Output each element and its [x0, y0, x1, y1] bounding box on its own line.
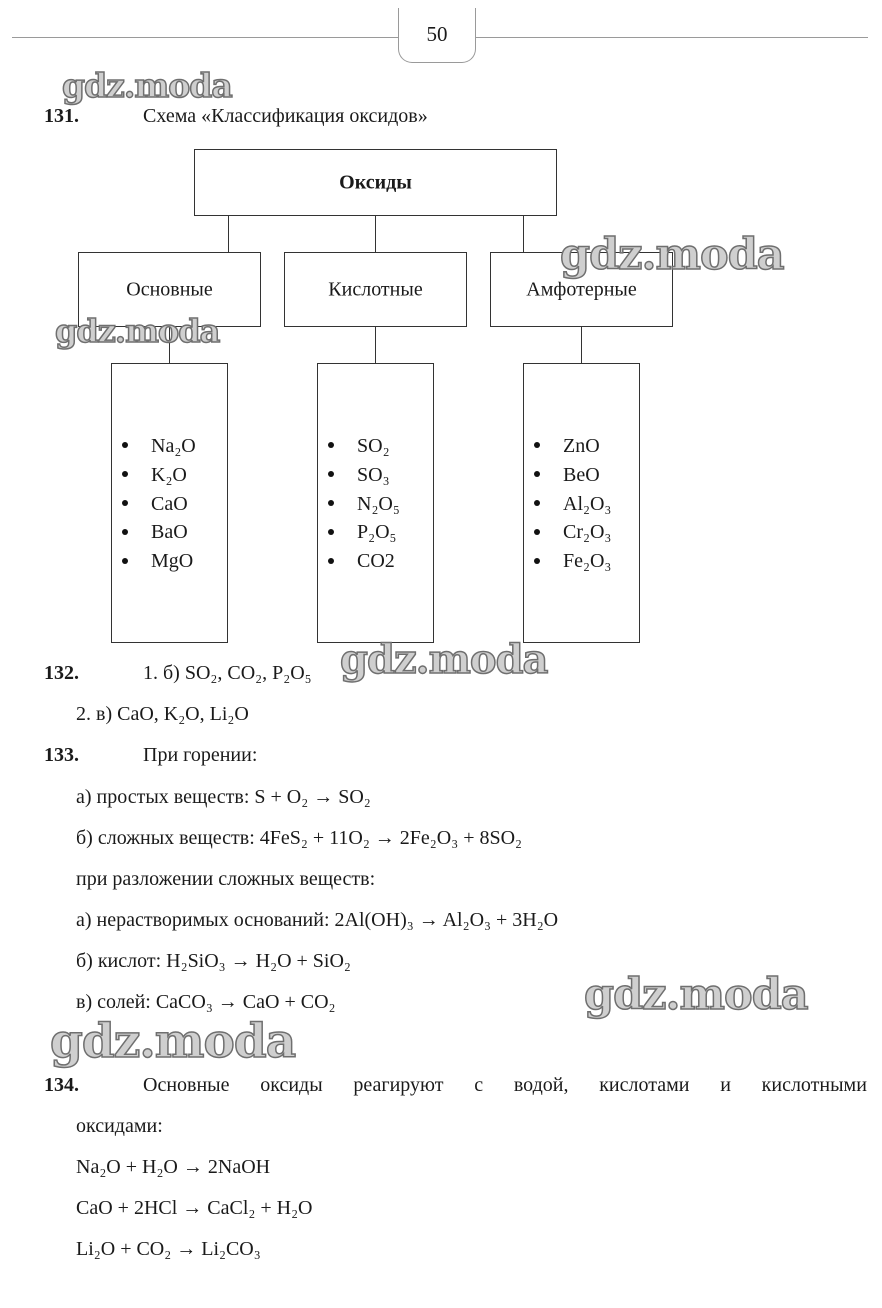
- task-132-line-2: 2. в) CaO, K₂O, Li₂O: [76, 703, 249, 725]
- task-133-line: при разложении сложных веществ:: [76, 868, 376, 890]
- list-item: BeO: [534, 461, 611, 490]
- items-list: [122, 432, 196, 576]
- task-134-equation: CaO + 2HCl → CaCl₂ + H₂O: [76, 1197, 313, 1219]
- task-131-number: 131.: [44, 105, 79, 127]
- list-item: BaO: [122, 518, 196, 547]
- list-item: Al₂O₃: [534, 490, 611, 519]
- connector-3: [523, 216, 524, 252]
- task-133-line: При горении:: [143, 744, 258, 766]
- task-133-line: б) сложных веществ: 4FeS₂ + 11O₂ → 2Fe₂O₃ + 8SO₂: [76, 827, 523, 849]
- header-rule-left: [12, 37, 398, 38]
- list-item: P₂O₅: [328, 518, 400, 547]
- watermark: gdz.moda: [55, 312, 220, 350]
- list-item: Na₂O: [122, 432, 196, 461]
- root-label: Оксиды: [339, 171, 412, 193]
- task-133-line: а) простых веществ: S + O₂ → SO₂: [76, 786, 371, 808]
- task-134-intro-end: оксидами:: [76, 1115, 163, 1137]
- items-list: [328, 432, 400, 576]
- group-box-acidic: [284, 252, 467, 327]
- group-label: Основные: [126, 278, 213, 300]
- list-item: ZnO: [534, 432, 611, 461]
- root-box: [194, 149, 557, 216]
- list-item: CO2: [328, 547, 400, 576]
- items-box-acidic: [317, 363, 434, 643]
- connector-2: [375, 216, 376, 252]
- task-131-title: Схема «Классификация оксидов»: [143, 105, 428, 127]
- watermark: gdz.moda: [50, 1014, 296, 1069]
- group-label: Амфотерные: [526, 278, 637, 300]
- list-item: SO₃: [328, 461, 400, 490]
- watermark: gdz.moda: [62, 66, 232, 105]
- list-item: MgO: [122, 547, 196, 576]
- items-box-basic: [111, 363, 228, 643]
- task-132-number: 132.: [44, 662, 79, 684]
- list-item: N₂O₅: [328, 490, 400, 519]
- watermark: gdz.moda: [584, 970, 808, 1020]
- list-item: CaO: [122, 490, 196, 519]
- list-item: Cr₂O₃: [534, 518, 611, 547]
- list-item: K₂O: [122, 461, 196, 490]
- list-item: SO₂: [328, 432, 400, 461]
- watermark: gdz.moda: [340, 636, 548, 683]
- task-132-line-1: 1. б) SO₂, CO₂, P₂O₅: [143, 662, 312, 684]
- header-rule-right: [476, 37, 868, 38]
- task-134-equation: Na₂O + H₂O → 2NaOH: [76, 1156, 271, 1178]
- connector-1: [228, 216, 229, 252]
- page-number-tab: [398, 8, 476, 63]
- task-134-equation: Li₂O + CO₂ → Li₂CO₃: [76, 1238, 261, 1260]
- items-box-amphoteric: [523, 363, 640, 643]
- items-list: [534, 432, 611, 576]
- task-133-line: б) кислот: H₂SiO₃ → H₂O + SiO₂: [76, 950, 351, 972]
- watermark: gdz.moda: [560, 230, 784, 280]
- task-134-intro: Основные оксиды реагируют с водой, кислотами и кислотными: [143, 1074, 867, 1096]
- connector-6: [581, 327, 582, 364]
- list-item: Fe₂O₃: [534, 547, 611, 576]
- task-134-number: 134.: [44, 1074, 79, 1096]
- task-133-number: 133.: [44, 744, 79, 766]
- page-number: 50: [426, 22, 448, 46]
- group-label: Кислотные: [328, 278, 423, 300]
- connector-5: [375, 327, 376, 364]
- task-133-line: а) нерастворимых оснований: 2Al(OH)₃ → Al₂O₃ + 3H₂O: [76, 909, 559, 931]
- task-133-line: в) солей: CaCO₃ → CaO + CO₂: [76, 991, 336, 1013]
